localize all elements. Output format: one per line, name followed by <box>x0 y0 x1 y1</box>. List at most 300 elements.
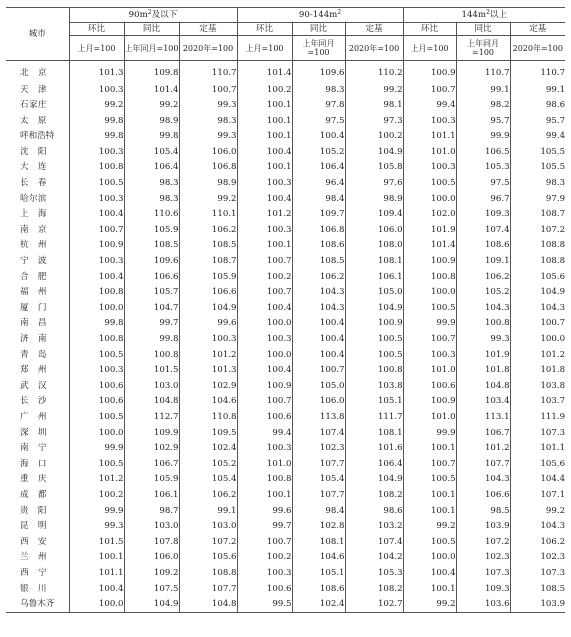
index-value: 109.4 <box>345 207 403 223</box>
index-value: 100.4 <box>69 207 124 223</box>
sub-header-base: 定基 <box>510 23 565 36</box>
index-value: 104.9 <box>345 300 403 316</box>
table-row <box>6 129 565 145</box>
index-value: 105.4 <box>179 472 237 488</box>
index-value: 98.4 <box>292 503 345 519</box>
index-value: 101.2 <box>69 472 124 488</box>
period-header-2020: 2020年=100 <box>179 36 237 61</box>
index-value: 100.8 <box>345 363 403 379</box>
index-value: 104.8 <box>124 394 179 410</box>
index-value: 99.8 <box>124 332 179 348</box>
index-value: 102.9 <box>179 378 237 394</box>
index-value: 100.9 <box>237 378 292 394</box>
index-value: 100.5 <box>69 176 124 192</box>
index-value: 108.8 <box>510 238 565 254</box>
table-row <box>6 472 565 488</box>
index-value: 108.0 <box>345 238 403 254</box>
index-value: 104.2 <box>345 550 403 566</box>
index-value: 101.2 <box>237 207 292 223</box>
index-value: 106.4 <box>345 456 403 472</box>
index-value: 106.6 <box>456 487 510 503</box>
index-value: 98.9 <box>179 176 237 192</box>
index-value: 106.6 <box>179 285 237 301</box>
index-value: 101.5 <box>69 534 124 550</box>
index-value: 100.0 <box>403 191 456 207</box>
index-value: 96.7 <box>456 191 510 207</box>
index-value: 107.3 <box>456 565 510 581</box>
table-row <box>6 207 565 223</box>
index-value: 100.4 <box>69 581 124 597</box>
table-row <box>6 503 565 519</box>
index-value: 100.0 <box>403 285 456 301</box>
index-value: 105.3 <box>345 565 403 581</box>
index-value: 100.9 <box>403 254 456 270</box>
index-value: 100.6 <box>69 394 124 410</box>
index-value: 104.3 <box>292 300 345 316</box>
index-value: 109.7 <box>292 207 345 223</box>
index-value: 100.8 <box>69 332 124 348</box>
index-value: 100.1 <box>237 238 292 254</box>
group-header-medium: $90-144m^2$ <box>237 8 403 23</box>
index-value: 107.4 <box>456 222 510 238</box>
index-value: 112.7 <box>124 409 179 425</box>
index-value: 106.4 <box>124 160 179 176</box>
index-value: 100.0 <box>69 300 124 316</box>
index-value: 107.8 <box>124 534 179 550</box>
index-value: 100.5 <box>403 300 456 316</box>
index-value: 101.9 <box>403 222 456 238</box>
index-value: 106.0 <box>292 394 345 410</box>
index-value: 106.7 <box>456 425 510 441</box>
index-value: 98.1 <box>345 98 403 114</box>
index-value: 104.9 <box>179 300 237 316</box>
index-value: 110.7 <box>179 61 237 83</box>
index-value: 113.1 <box>456 409 510 425</box>
period-header-last-year: 上年同月=100 <box>456 36 510 61</box>
index-value: 105.0 <box>292 378 345 394</box>
index-value: 107.3 <box>510 565 565 581</box>
sub-header-mom: 环比 <box>237 23 292 36</box>
index-value: 109.8 <box>124 61 179 83</box>
index-value: 107.7 <box>292 456 345 472</box>
index-value: 110.8 <box>179 409 237 425</box>
index-value: 100.8 <box>69 285 124 301</box>
index-value: 105.2 <box>456 285 510 301</box>
table-row <box>6 409 565 425</box>
index-value: 109.5 <box>179 425 237 441</box>
index-value: 108.1 <box>345 425 403 441</box>
index-value: 102.3 <box>292 441 345 457</box>
index-value: 108.7 <box>179 254 237 270</box>
index-value: 106.7 <box>124 456 179 472</box>
table-row <box>6 82 565 98</box>
index-value: 100.4 <box>292 129 345 145</box>
table-row <box>6 363 565 379</box>
index-value: 100.7 <box>237 285 292 301</box>
index-value: 99.2 <box>179 191 237 207</box>
index-value: 108.6 <box>292 238 345 254</box>
index-value: 97.5 <box>456 176 510 192</box>
index-value: 100.1 <box>403 581 456 597</box>
index-value: 108.2 <box>345 487 403 503</box>
index-value: 107.7 <box>456 456 510 472</box>
table-row <box>6 176 565 192</box>
index-value: 107.7 <box>179 581 237 597</box>
index-value: 109.6 <box>124 254 179 270</box>
index-value: 103.4 <box>456 394 510 410</box>
city-name: 福州 <box>20 287 47 298</box>
table-row <box>6 394 565 410</box>
index-value: 100.1 <box>403 503 456 519</box>
index-value: 100.8 <box>69 160 124 176</box>
index-value: 105.7 <box>124 285 179 301</box>
index-value: 101.0 <box>403 409 456 425</box>
index-value: 105.5 <box>510 160 565 176</box>
index-value: 100.4 <box>292 332 345 348</box>
index-value: 99.9 <box>69 503 124 519</box>
index-value: 103.0 <box>124 519 179 535</box>
index-value: 106.4 <box>292 160 345 176</box>
index-value: 105.9 <box>124 472 179 488</box>
index-value: 108.8 <box>510 254 565 270</box>
index-value: 105.4 <box>124 144 179 160</box>
index-value: 100.6 <box>403 378 456 394</box>
index-value: 100.0 <box>69 597 124 613</box>
index-value: 103.6 <box>456 597 510 613</box>
index-value: 99.4 <box>237 425 292 441</box>
index-value: 106.1 <box>124 487 179 503</box>
index-value: 102.9 <box>124 441 179 457</box>
index-value: 100.1 <box>403 487 456 503</box>
index-value: 99.6 <box>179 316 237 332</box>
index-value: 99.2 <box>69 98 124 114</box>
index-value: 102.3 <box>456 550 510 566</box>
index-value: 107.4 <box>345 534 403 550</box>
index-value: 99.4 <box>510 129 565 145</box>
city-name: 成都 <box>20 489 47 500</box>
city-name: 长春 <box>20 178 47 189</box>
index-value: 106.2 <box>179 222 237 238</box>
index-value: 98.3 <box>124 191 179 207</box>
group-header-large: $144m^2$以上 <box>403 8 565 23</box>
index-value: 103.8 <box>345 378 403 394</box>
index-value: 99.2 <box>510 503 565 519</box>
city-name: 南昌 <box>20 318 47 329</box>
city-name: 沈阳 <box>20 146 47 157</box>
index-value: 104.6 <box>179 394 237 410</box>
index-value: 108.6 <box>292 581 345 597</box>
index-value: 99.8 <box>124 129 179 145</box>
index-value: 100.4 <box>292 316 345 332</box>
index-value: 103.9 <box>510 597 565 613</box>
index-value: 100.4 <box>237 300 292 316</box>
group-header-small: $90m^2$及以下 <box>69 8 237 23</box>
table-row <box>6 378 565 394</box>
table-row <box>6 581 565 597</box>
index-value: 101.2 <box>179 347 237 363</box>
period-header-last-year: 上年同月=100 <box>124 36 179 61</box>
index-value: 98.2 <box>456 98 510 114</box>
index-value: 103.0 <box>179 519 237 535</box>
index-value: 100.5 <box>403 176 456 192</box>
index-value: 105.9 <box>124 222 179 238</box>
index-value: 100.0 <box>403 550 456 566</box>
city-name: 厦门 <box>20 302 47 313</box>
index-value: 109.3 <box>456 581 510 597</box>
index-value: 99.5 <box>237 597 292 613</box>
table-row <box>6 238 565 254</box>
table-row <box>6 550 565 566</box>
index-value: 101.0 <box>237 456 292 472</box>
index-value: 100.9 <box>69 238 124 254</box>
index-value: 95.7 <box>456 113 510 129</box>
table-row <box>6 144 565 160</box>
city-name: 武汉 <box>20 380 47 391</box>
city-name: 深圳 <box>20 427 47 438</box>
index-value: 98.5 <box>456 503 510 519</box>
index-value: 101.4 <box>124 82 179 98</box>
table-row <box>6 300 565 316</box>
index-value: 99.6 <box>237 503 292 519</box>
index-value: 100.7 <box>510 316 565 332</box>
index-value: 101.9 <box>456 347 510 363</box>
index-value: 99.1 <box>456 82 510 98</box>
city-name: 兰州 <box>20 552 47 563</box>
index-value: 100.1 <box>237 113 292 129</box>
index-value: 101.0 <box>403 363 456 379</box>
index-value: 105.6 <box>510 456 565 472</box>
index-value: 99.7 <box>124 316 179 332</box>
period-header-2020: 2020年=100 <box>345 36 403 61</box>
index-value: 100.3 <box>69 82 124 98</box>
city-name: 广州 <box>20 411 47 422</box>
index-value: 104.8 <box>456 378 510 394</box>
index-value: 105.6 <box>179 550 237 566</box>
index-value: 101.3 <box>69 61 124 83</box>
index-value: 100.8 <box>456 316 510 332</box>
index-value: 104.3 <box>292 285 345 301</box>
index-value: 99.9 <box>403 316 456 332</box>
index-value: 100.5 <box>345 347 403 363</box>
index-value: 104.9 <box>345 472 403 488</box>
index-value: 107.3 <box>510 425 565 441</box>
table-row <box>6 160 565 176</box>
index-value: 110.7 <box>456 61 510 83</box>
city-name: 石家庄 <box>20 100 47 111</box>
index-value: 103.0 <box>124 378 179 394</box>
index-value: 106.2 <box>510 534 565 550</box>
index-value: 99.2 <box>403 519 456 535</box>
index-value: 100.7 <box>69 222 124 238</box>
index-value: 107.2 <box>456 534 510 550</box>
city-name: 昆明 <box>20 521 47 532</box>
city-name: 银川 <box>20 583 47 594</box>
city-name: 北京 <box>20 68 47 79</box>
index-value: 100.7 <box>292 363 345 379</box>
index-value: 101.4 <box>237 61 292 83</box>
city-name: 南京 <box>20 224 47 235</box>
table-header <box>6 8 565 61</box>
index-value: 100.3 <box>237 441 292 457</box>
index-value: 100.7 <box>403 332 456 348</box>
index-value: 104.9 <box>345 144 403 160</box>
index-value: 105.1 <box>345 394 403 410</box>
table-row <box>6 269 565 285</box>
index-value: 106.0 <box>345 222 403 238</box>
index-value: 100.0 <box>69 425 124 441</box>
table-row <box>6 316 565 332</box>
index-value: 104.4 <box>510 472 565 488</box>
index-value: 100.2 <box>237 550 292 566</box>
index-value: 108.5 <box>124 238 179 254</box>
index-value: 101.4 <box>403 238 456 254</box>
index-value: 100.9 <box>403 61 456 83</box>
index-value: 99.2 <box>403 597 456 613</box>
index-value: 108.8 <box>179 565 237 581</box>
index-value: 108.2 <box>345 581 403 597</box>
index-value: 100.4 <box>69 269 124 285</box>
index-value: 99.1 <box>510 82 565 98</box>
index-value: 102.0 <box>403 207 456 223</box>
index-value: 111.7 <box>345 409 403 425</box>
table-row <box>6 191 565 207</box>
index-value: 108.1 <box>345 254 403 270</box>
index-value: 97.9 <box>510 191 565 207</box>
index-value: 101.8 <box>510 363 565 379</box>
index-value: 100.5 <box>69 409 124 425</box>
index-value: 100.1 <box>69 550 124 566</box>
index-value: 102.7 <box>345 597 403 613</box>
table-row <box>6 441 565 457</box>
table-row <box>6 487 565 503</box>
index-value: 100.0 <box>237 347 292 363</box>
index-value: 103.8 <box>510 378 565 394</box>
index-value: 99.9 <box>403 425 456 441</box>
index-value: 101.1 <box>403 129 456 145</box>
city-name: 上海 <box>20 209 47 220</box>
index-value: 100.5 <box>69 456 124 472</box>
index-value: 99.3 <box>179 98 237 114</box>
index-value: 100.2 <box>237 82 292 98</box>
index-value: 99.7 <box>237 519 292 535</box>
index-value: 100.3 <box>237 222 292 238</box>
index-value: 100.7 <box>403 456 456 472</box>
city-name: 杭州 <box>20 240 47 251</box>
index-value: 107.7 <box>292 487 345 503</box>
index-value: 100.6 <box>237 409 292 425</box>
index-value: 109.6 <box>292 61 345 83</box>
index-value: 103.9 <box>456 519 510 535</box>
index-value: 95.7 <box>510 113 565 129</box>
index-value: 97.3 <box>345 113 403 129</box>
index-value: 105.2 <box>179 456 237 472</box>
city-name: 重庆 <box>20 474 47 485</box>
sub-header-base: 定基 <box>345 23 403 36</box>
city-name: 大连 <box>20 162 47 173</box>
index-value: 104.3 <box>456 300 510 316</box>
index-value: 98.6 <box>510 98 565 114</box>
index-value: 104.3 <box>510 519 565 535</box>
index-value: 108.7 <box>510 207 565 223</box>
index-value: 102.4 <box>292 597 345 613</box>
index-value: 101.8 <box>456 363 510 379</box>
price-index-table <box>6 7 565 613</box>
index-value: 100.0 <box>237 316 292 332</box>
index-value: 100.2 <box>69 487 124 503</box>
index-value: 108.5 <box>179 238 237 254</box>
period-header-last-month: 上月=100 <box>237 36 292 61</box>
city-name: 乌鲁木齐 <box>6 597 69 613</box>
index-value: 101.1 <box>510 441 565 457</box>
city-name: 宁波 <box>20 256 47 267</box>
index-value: 106.5 <box>456 144 510 160</box>
index-value: 106.0 <box>179 144 237 160</box>
index-value: 99.2 <box>124 98 179 114</box>
index-value: 100.4 <box>292 347 345 363</box>
index-value: 110.2 <box>345 61 403 83</box>
index-value: 100.7 <box>403 82 456 98</box>
city-name: 海口 <box>20 458 47 469</box>
index-value: 98.4 <box>292 191 345 207</box>
sub-header-mom: 环比 <box>403 23 456 36</box>
index-value: 98.6 <box>345 503 403 519</box>
index-value: 103.2 <box>345 519 403 535</box>
index-value: 105.2 <box>292 144 345 160</box>
city-name: 天津 <box>20 84 47 95</box>
index-value: 104.7 <box>124 300 179 316</box>
city-name: 太原 <box>20 115 47 126</box>
sub-header-base: 定基 <box>179 23 237 36</box>
table-row <box>6 565 565 581</box>
city-name: 西安 <box>20 536 47 547</box>
index-value: 107.5 <box>124 581 179 597</box>
index-value: 98.3 <box>179 113 237 129</box>
index-value: 110.1 <box>179 207 237 223</box>
index-value: 109.1 <box>456 254 510 270</box>
city-column-header: 城市 <box>6 8 69 61</box>
index-value: 109.2 <box>124 565 179 581</box>
index-value: 107.1 <box>510 487 565 503</box>
sub-header-mom: 环比 <box>69 23 124 36</box>
index-value: 106.0 <box>124 550 179 566</box>
index-value: 98.9 <box>345 191 403 207</box>
index-value: 98.7 <box>124 503 179 519</box>
index-value: 108.5 <box>292 254 345 270</box>
index-value: 97.8 <box>292 98 345 114</box>
table-row <box>6 285 565 301</box>
sub-header-yoy: 同比 <box>456 23 510 36</box>
index-value: 106.2 <box>292 269 345 285</box>
table-body <box>6 61 565 613</box>
index-value: 100.5 <box>345 332 403 348</box>
index-value: 98.3 <box>510 176 565 192</box>
index-value: 101.0 <box>403 144 456 160</box>
index-value: 99.4 <box>403 98 456 114</box>
index-value: 113.8 <box>292 409 345 425</box>
index-value: 100.0 <box>510 332 565 348</box>
table-row <box>6 425 565 441</box>
index-value: 110.7 <box>510 61 565 83</box>
city-name: 青岛 <box>20 349 47 360</box>
index-value: 100.3 <box>403 160 456 176</box>
table-row <box>6 332 565 348</box>
index-value: 104.3 <box>456 472 510 488</box>
index-value: 100.7 <box>237 534 292 550</box>
index-value: 100.6 <box>237 581 292 597</box>
index-value: 106.8 <box>292 222 345 238</box>
index-value: 103.7 <box>510 394 565 410</box>
index-value: 100.5 <box>69 347 124 363</box>
